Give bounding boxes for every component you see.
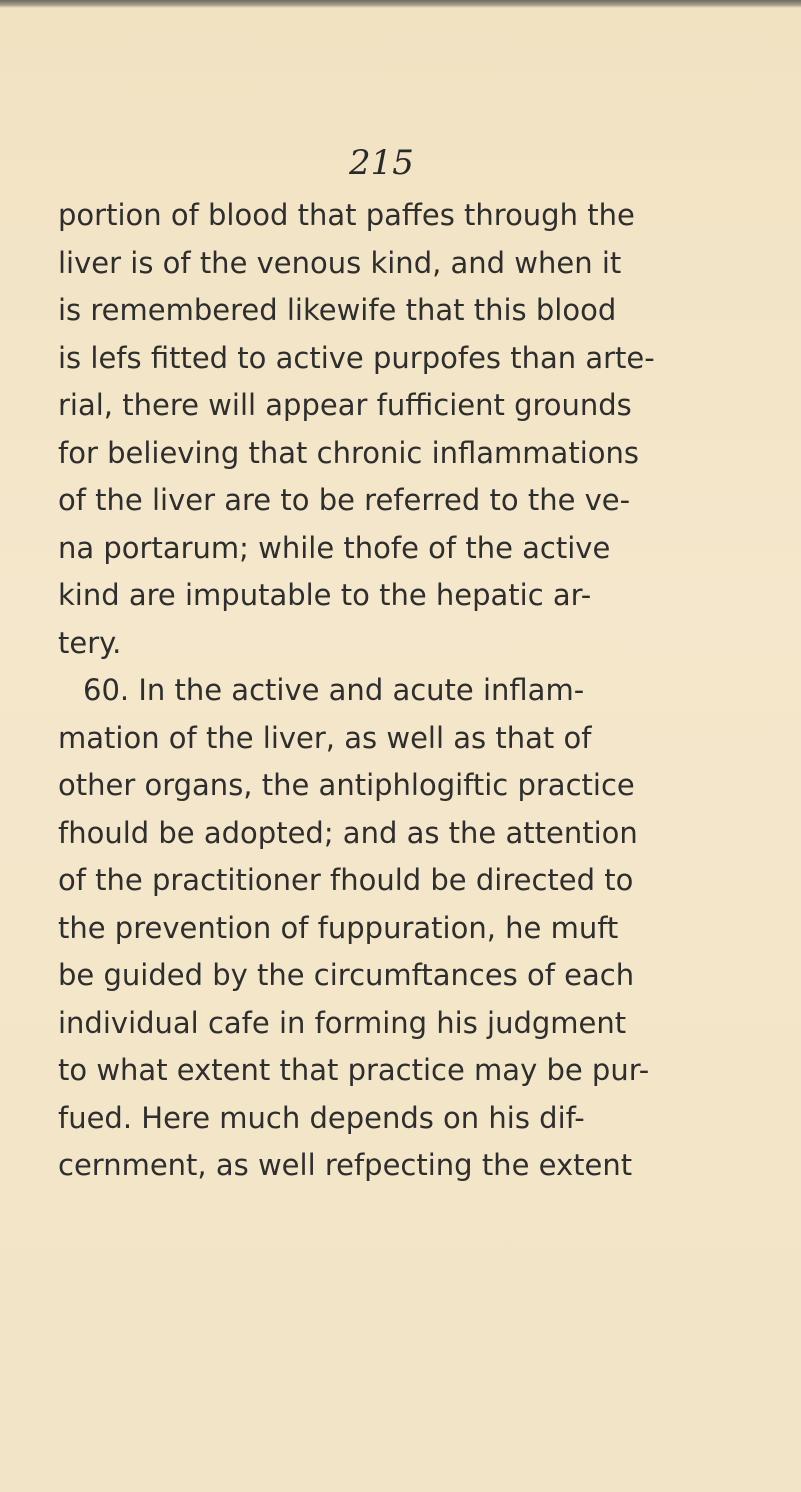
text-line: of the liver are to be referred to the ve- — [58, 483, 631, 517]
text-line: for believing that chronic inflammations — [58, 435, 639, 470]
text-line: liver is of the venous kind, and when it — [58, 245, 622, 280]
text-line: kind are imputable to the hepatic ar- — [58, 578, 592, 612]
body-text — [58, 192, 778, 1190]
text-line: na portarum; while thofe of the active — [58, 530, 611, 565]
text-line: to what extent that practice may be pur- — [58, 1053, 650, 1087]
text-line: be guided by the circumftances of each — [58, 958, 635, 992]
text-line: fued. Here much depends on his dif- — [58, 1100, 585, 1135]
text-line: is lefs fitted to active purpofes than arte- — [58, 340, 655, 375]
text-line: the prevention of fuppuration, he muft — [58, 910, 619, 945]
paragraph-start-line: 60. In the active and acute inflam- — [83, 673, 585, 707]
page-number: 215 — [349, 143, 414, 183]
text-line: fhould be adopted; and as the attention — [58, 815, 638, 850]
text-line: other organs, the antiphlogiftic practice — [58, 768, 635, 802]
text-line: mation of the liver, as well as that of — [58, 720, 592, 755]
text-line: portion of blood that paffes through the — [58, 198, 635, 232]
text-line: is remembered likewife that this blood — [58, 293, 617, 327]
text-line: of the practitioner fhould be directed to — [58, 863, 634, 897]
text-line: cernment, as well refpecting the extent — [58, 1148, 633, 1182]
text-line: tery. — [58, 625, 122, 660]
text-line: individual cafe in forming his judgment — [58, 1005, 627, 1040]
page-top-edge — [0, 0, 801, 8]
text-line: rial, there will appear fufficient grounds — [58, 388, 632, 422]
